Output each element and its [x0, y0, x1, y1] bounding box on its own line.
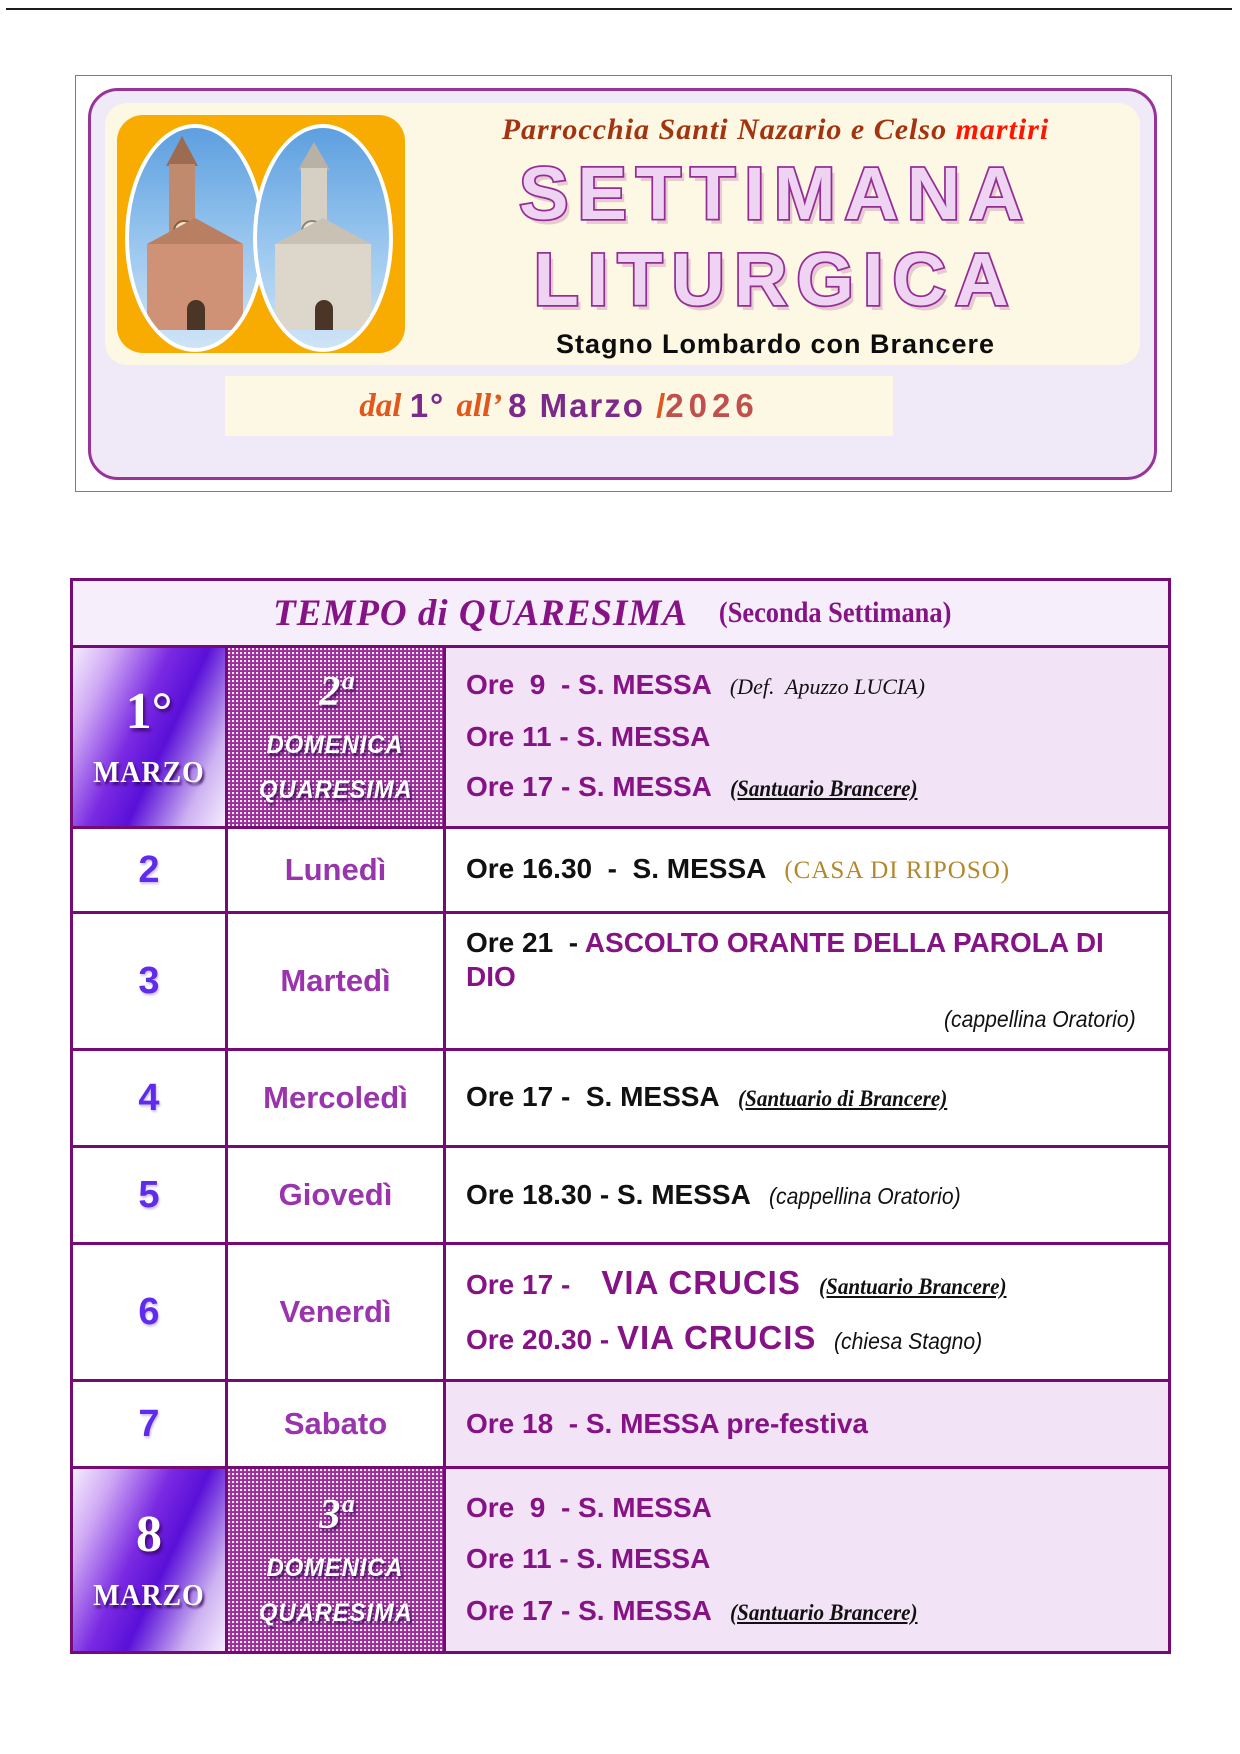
event-note: (Santuario Brancere) [729, 1599, 918, 1625]
table-row-sunday-1 [73, 645, 1168, 826]
event-main: ASCOLTO ORANTE DELLA PAROLA DI DIO [466, 926, 1112, 992]
event-time: Ore 11 - [466, 721, 577, 752]
date-dal: dal [359, 387, 410, 424]
event-line [466, 1542, 1158, 1576]
table-header-row [73, 581, 1168, 645]
church-spire-icon [298, 142, 330, 170]
event-time: Ore 9 - [466, 669, 579, 700]
schedule-cell [443, 829, 1168, 911]
event-line [466, 1491, 1158, 1525]
event-time: Ore 20.30 - [466, 1324, 617, 1355]
event-note: (Santuario Brancere) [818, 1274, 1007, 1299]
day-number: 5 [138, 1173, 160, 1216]
sunday-label: QUARESIMA [258, 1599, 413, 1627]
event-time: Ore 17 - [466, 771, 579, 802]
day-number: 8 [136, 1506, 162, 1563]
day-name: Martedì [280, 963, 391, 998]
event-line [466, 1266, 1158, 1304]
event-time: Ore 17 - [466, 1594, 579, 1626]
sunday-ordinal: 2ª [319, 669, 352, 715]
day-name-cell [225, 1148, 443, 1242]
event-note: (CASA DI RIPOSO) [784, 857, 1011, 884]
day-name-cell [225, 829, 443, 911]
sunday-label: QUARESIMA [258, 776, 413, 804]
event-line [466, 852, 1158, 888]
day-number-cell [73, 1382, 225, 1466]
church-door-icon [315, 300, 333, 330]
schedule-cell [443, 1245, 1168, 1379]
event-time: Ore 16.30 - [466, 853, 633, 884]
date-day2: 8 Marzo [508, 387, 657, 424]
date-banner [225, 376, 893, 436]
event-time: Ore 17 - [466, 1081, 586, 1112]
event-line [466, 1321, 1158, 1358]
church-door-icon [187, 300, 205, 330]
event-main: S. MESSA [585, 1081, 720, 1112]
day-name-cell [225, 1382, 443, 1466]
day-number-cell [73, 1148, 225, 1242]
event-note: (Santuario Brancere) [729, 776, 918, 801]
day-number-cell [73, 1245, 225, 1379]
day-number: 1° [125, 683, 173, 740]
day-name: Sabato [283, 1406, 388, 1441]
event-time: Ore 17 - [466, 1269, 602, 1300]
title-liturgica: LITURGICA [533, 238, 1018, 321]
day-number: 3 [138, 959, 160, 1002]
event-time: Ore 9 - [466, 1491, 579, 1523]
parish-name-main: Parrocchia Santi Nazario e Celso [501, 113, 956, 146]
event-note: (Def. Apuzzo LUCIA) [729, 674, 926, 699]
day-number: 2 [138, 848, 160, 891]
day-number-cell [73, 914, 225, 1048]
date-all: all’ [456, 387, 509, 424]
sunday-label: DOMENICA [267, 731, 404, 759]
church-photo-right [253, 124, 393, 352]
top-rule [6, 8, 1232, 10]
table-row-sunday-8 [73, 1466, 1168, 1651]
date-slash: / [656, 387, 666, 424]
event-line [466, 668, 1158, 704]
day-name: Venerdì [279, 1294, 392, 1329]
event-line [466, 1080, 1158, 1116]
event-line [466, 1407, 1158, 1441]
event-note: (cappellina Oratorio) [943, 1006, 1136, 1033]
event-note: (cappellina Oratorio) [768, 1182, 961, 1209]
day-name-cell [225, 1245, 443, 1379]
day-name-cell [225, 1469, 443, 1651]
day-name: Giovedì [278, 1177, 393, 1212]
month-label: MARZO [93, 754, 205, 789]
event-main: S. MESSA [576, 1543, 711, 1574]
church-spire-icon [166, 136, 198, 166]
header-banner [88, 88, 1157, 480]
schedule-cell [443, 1148, 1168, 1242]
event-time: Ore 21 - [466, 926, 585, 958]
event-line [466, 926, 1158, 994]
parish-name [411, 113, 1140, 147]
schedule-cell [443, 1051, 1168, 1145]
table-title: TEMPO di QUARESIMA [273, 592, 697, 634]
table-row-wednesday [73, 1048, 1168, 1145]
table-row-saturday [73, 1379, 1168, 1466]
event-main: VIA CRUCIS [616, 1319, 817, 1356]
event-line [466, 770, 1158, 806]
church-gable-icon [147, 218, 243, 244]
date-year: 2026 [665, 387, 759, 424]
day-name: Lunedì [284, 852, 387, 887]
schedule-cell [443, 648, 1168, 826]
event-main: S. MESSA [616, 1178, 751, 1210]
table-subtitle: (Seconda Settimana) [712, 596, 952, 629]
event-main: S. MESSA [576, 721, 711, 752]
sunday-ordinal: 3ª [319, 1492, 352, 1538]
table-row-friday [73, 1242, 1168, 1379]
day-number: 6 [138, 1290, 160, 1333]
schedule-table [70, 578, 1171, 1654]
day-name-cell [225, 1051, 443, 1145]
day-number-cell [73, 829, 225, 911]
church-photo-left [125, 124, 265, 352]
table-row-monday [73, 826, 1168, 911]
schedule-cell [443, 914, 1168, 1048]
day-number-cell [73, 1051, 225, 1145]
event-main: S. MESSA [578, 771, 712, 802]
event-note: (chiesa Stagno) [834, 1328, 983, 1354]
schedule-cell [443, 1382, 1168, 1466]
day-name-cell [225, 648, 443, 826]
day-number: 7 [138, 1402, 160, 1445]
event-note-line [466, 1001, 1158, 1036]
event-main: S. MESSA [578, 669, 712, 700]
event-time: Ore 11 - [466, 1543, 577, 1574]
parish-logo [117, 115, 405, 353]
day-number-cell [73, 648, 225, 826]
month-label: MARZO [93, 1577, 205, 1612]
schedule-cell [443, 1469, 1168, 1651]
event-main: VIA CRUCIS [601, 1264, 801, 1301]
title-settimana: SETTIMANA [519, 152, 1032, 235]
table-row-thursday [73, 1145, 1168, 1242]
church-gable-icon [275, 218, 371, 244]
day-number: 4 [138, 1076, 160, 1119]
event-main: S. MESSA [632, 853, 767, 884]
day-name: Mercoledì [263, 1080, 408, 1115]
event-main: S. MESSA pre-festiva [585, 1408, 869, 1439]
parish-name-martiri: martiri [955, 113, 1050, 146]
event-line [466, 1178, 1158, 1213]
event-note: (Santuario di Brancere) [737, 1086, 947, 1111]
event-time: Ore 18 - [466, 1408, 586, 1439]
header-panel [105, 103, 1140, 365]
table-row-tuesday [73, 911, 1168, 1048]
location-subtitle: Stagno Lombardo con Brancere [555, 329, 996, 359]
date-day1: 1° [409, 387, 457, 424]
day-number-cell [73, 1469, 225, 1651]
event-main: S. MESSA [578, 1594, 712, 1626]
sunday-label: DOMENICA [267, 1554, 404, 1582]
event-time: Ore 18.30 - [466, 1178, 617, 1210]
event-main: S. MESSA [578, 1491, 712, 1523]
event-line [466, 1594, 1158, 1630]
day-name-cell [225, 914, 443, 1048]
event-line [466, 720, 1158, 754]
